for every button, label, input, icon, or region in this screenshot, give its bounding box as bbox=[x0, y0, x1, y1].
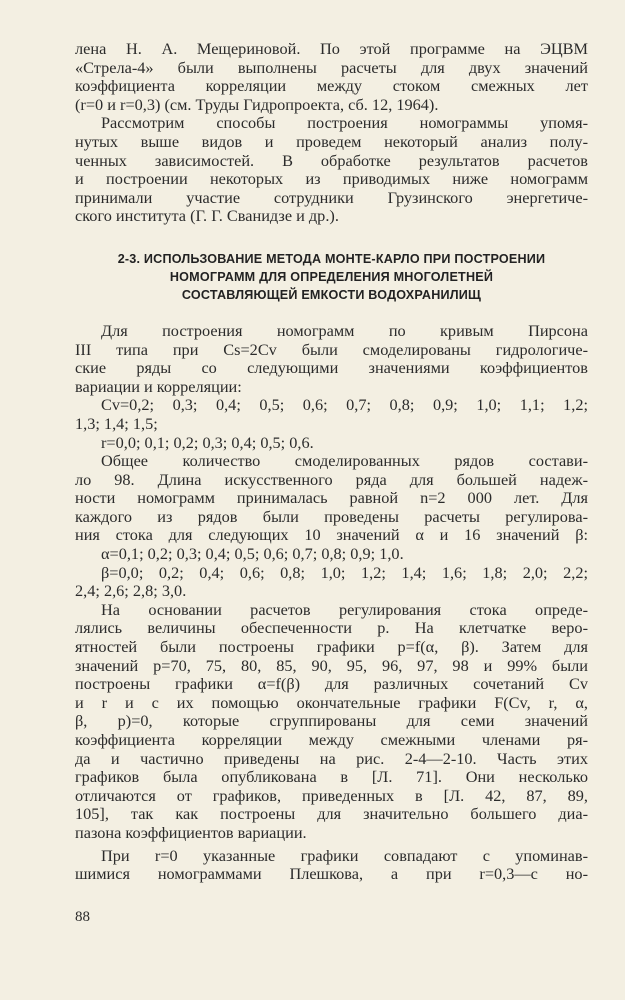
text-line: лена Н. А. Мещериновой. По этой программе на ЭЦВМ bbox=[75, 40, 588, 58]
text-line: ские ряды со следующими значениями коэффициентов bbox=[75, 359, 588, 378]
alpha-values-list bbox=[75, 545, 588, 564]
heading-line: НОМОГРАММ ДЛЯ ОПРЕДЕЛЕНИЯ МНОГОЛЕТНЕЙ bbox=[169, 269, 494, 284]
text-line: лялись величины обеспеченности p. На клетчатке веро- bbox=[75, 619, 588, 638]
text-line: Для построения номограмм по кривым Пирсона bbox=[101, 321, 588, 340]
heading-line: 2-3. ИСПОЛЬЗОВАНИЕ МЕТОДА МОНТЕ-КАРЛО ПРИ ПОСТРОЕНИИ bbox=[117, 251, 546, 266]
paragraph-pearson bbox=[75, 322, 588, 396]
paragraph-results bbox=[75, 601, 588, 843]
paragraph-pleshkov bbox=[75, 847, 588, 884]
text-line: ского института (Г. Г. Сванидзе и др.). bbox=[75, 207, 339, 226]
text-line: нутых выше видов и проведем некоторый анализ полу- bbox=[75, 132, 588, 151]
text-line: Cv=0,2; 0,3; 0,4; 0,5; 0,6; 0,7; 0,8; 0,9; 1,0; 1,1; 1,2; bbox=[101, 396, 588, 415]
text-line: значений p=70, 75, 80, 85, 90, 95, 96, 97, 98 и 99% были bbox=[75, 656, 588, 675]
text-line: шимися номограммами Плешкова, а при r=0,3—с но- bbox=[75, 865, 588, 884]
text-line: коэффициента корреляции между смежными членами ря- bbox=[75, 731, 588, 749]
text-line: да и частично приведены на рис. 2-4—2-10. Часть этих bbox=[75, 749, 588, 768]
text-line: α=0,1; 0,2; 0,3; 0,4; 0,5; 0,6; 0,7; 0,8; 0,9; 1,0. bbox=[101, 545, 404, 564]
text-line: ния стока для следующих 10 значений α и 16 значений β: bbox=[75, 526, 588, 545]
text-line: каждого из рядов были проведены расчеты регулирова- bbox=[75, 507, 588, 526]
text-line: При r=0 указанные графики совпадают с упоминав- bbox=[101, 846, 588, 865]
text-line: коэффициента корреляции между стоком смежных лет bbox=[75, 77, 588, 96]
paragraph-series-count bbox=[75, 452, 588, 545]
text-line: Общее количество смоделированных рядов состави- bbox=[101, 452, 588, 471]
text-line: На основании расчетов регулирования стока опреде- bbox=[101, 600, 588, 619]
text-line: β=0,0; 0,2; 0,4; 0,6; 0,8; 1,0; 1,2; 1,4; 1,6; 1,8; 2,0; 2,2; bbox=[101, 563, 588, 582]
beta-values-list bbox=[75, 564, 588, 601]
text-line: ло 98. Длина искусственного ряда для большей надеж- bbox=[75, 470, 588, 489]
text-line: и построении некоторых из приводимых ниже номограмм bbox=[75, 170, 588, 189]
text-line: Рассмотрим способы построения номограммы упомя- bbox=[101, 114, 588, 133]
text-line: r=0,0; 0,1; 0,2; 0,3; 0,4; 0,5; 0,6. bbox=[101, 433, 314, 452]
heading-line: СОСТАВЛЯЮЩЕЙ ЕМКОСТИ ВОДОХРАНИЛИЩ bbox=[181, 287, 482, 302]
text-line: «Стрела-4» были выполнены расчеты для двух значений bbox=[75, 58, 588, 77]
text-line: и r и с их помощью окончательные графики F(Cv, r, α, bbox=[75, 693, 588, 712]
text-line: ченных зависимостей. В обработке результатов расчетов bbox=[75, 151, 588, 170]
text-line: 105], так как построены для значительно большего диа- bbox=[75, 805, 588, 824]
text-line: принимали участие сотрудники Грузинского энергетиче- bbox=[75, 188, 588, 207]
r-values-list bbox=[75, 434, 588, 453]
text-line: графиков была опубликована в [Л. 71]. Они несколько bbox=[75, 768, 588, 787]
text-line: отличаются от графиков, приведенных в [Л. 42, 87, 89, bbox=[75, 786, 588, 805]
text-line: III типа при Cs=2Cv были смоделированы гидрологиче- bbox=[75, 340, 588, 359]
text-line: (r=0 и r=0,3) (см. Труды Гидропроекта, сб. 12, 1964). bbox=[75, 95, 439, 114]
paragraph-methods bbox=[75, 114, 588, 226]
text-line: 2,4; 2,6; 2,8; 3,0. bbox=[75, 582, 187, 601]
text-line: вариации и корреляции: bbox=[75, 377, 242, 396]
text-line: ности номограмм принималась равной n=2 000 лет. Для bbox=[75, 489, 588, 508]
section-heading bbox=[75, 250, 588, 304]
text-line: построены графики α=f(β) для различных сочетаний Cv bbox=[75, 675, 588, 694]
cv-values-list bbox=[75, 396, 588, 433]
text-line: β, p)=0, которые сгруппированы для семи значений bbox=[75, 712, 588, 731]
page-number: 88 bbox=[75, 909, 90, 925]
text-line: 1,3; 1,4; 1,5; bbox=[75, 414, 158, 433]
text-line: пазона коэффициентов вариации. bbox=[75, 823, 307, 842]
text-line: ятностей были построены графики p=f(α, β). Затем для bbox=[75, 638, 588, 657]
paragraph-continuation bbox=[75, 40, 588, 114]
